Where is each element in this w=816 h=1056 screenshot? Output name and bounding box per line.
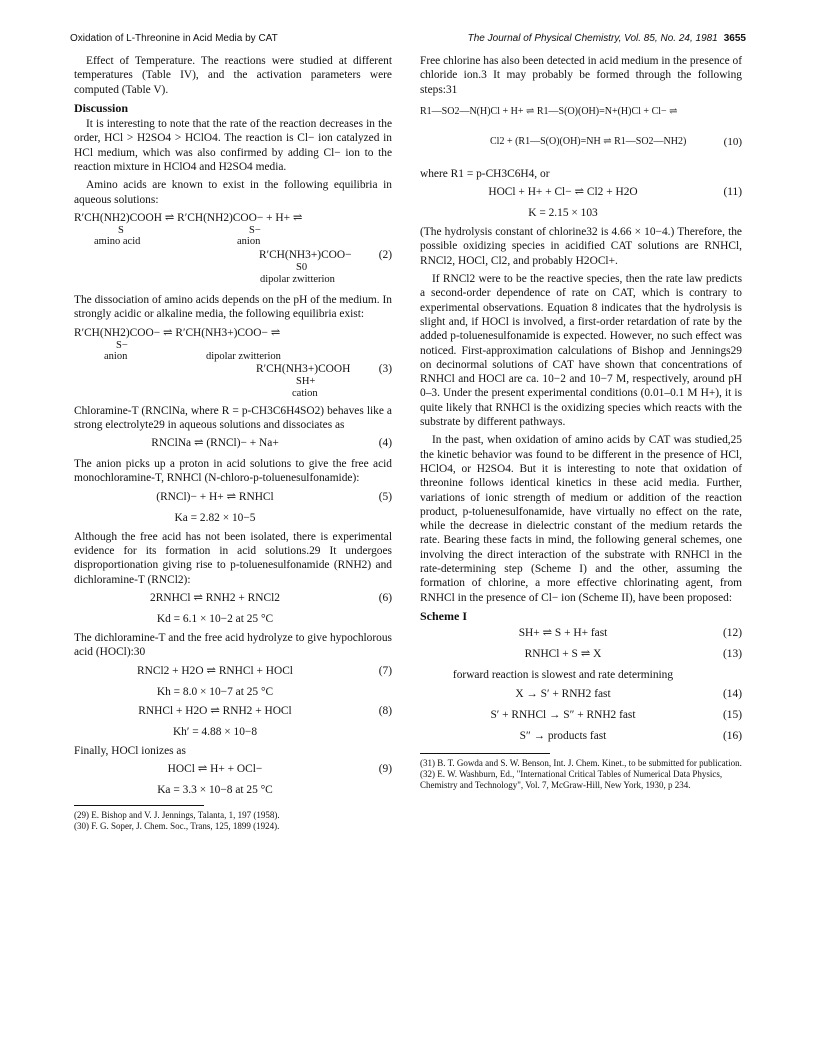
footnote-32: (32) E. W. Washburn, Ed., "International Critical Tables of Numerical Data Physics, Chemistry and Technology", Vol. 7, McGraw-Hill, New York, 1930, p 234.	[420, 769, 723, 791]
equation-5-constant: Ka = 2.82 × 10−5	[174, 511, 256, 524]
equation-12: SH+ ⇌ S + H+ fast (12)	[518, 627, 742, 640]
equation-6: 2RNHCl ⇌ RNH2 + RNCl2 (6)	[150, 591, 392, 604]
equation-3	[74, 326, 392, 404]
eq2-label-s0: S0	[296, 261, 308, 273]
eq3-line1: R′CH(NH2)COO− ⇌ R′CH(NH3+)COO− ⇌	[74, 326, 281, 339]
eq2-label-s-minus: S−	[249, 224, 261, 236]
equation-11-constant: K = 2.15 × 103	[528, 207, 598, 220]
heading-scheme-1: Scheme I	[420, 608, 467, 623]
scheme-note: forward reaction is slowest and rate determining	[452, 669, 674, 682]
paragraph-past-studies: In the past, when oxidation of amino acids by CAT was studied,25 the kinetic behavior was found to be different in the presence of HCl, HClO4, or H2SO4. But it is interesting to note that oxidation of threonine follows identical kinetics in these acid media. Further, variations of ionic strength of medium or addition of the reaction product, p-toluenesulfonamide, have virtually no effect on the rate, while the decrease in dielectric constant of the medium retards the rate. Bearing these facts in mind, the following general schemes, one involving the direct interaction of the substrate with RNHCl in the rate-determining step (Scheme I) and the other, assuming the formation of chlorine, a more effective chlorinating agent, from RNHCl in the presence of Cl− ion (Scheme II), have been proposed:	[420, 434, 742, 604]
eq2-line3: R′CH(NH3+)COO−	[259, 248, 352, 261]
scheme-1	[420, 626, 742, 747]
right-column	[420, 54, 742, 791]
eq2-label-zwitterion: dipolar zwitterion	[260, 273, 335, 285]
equation-7: RNCl2 + H2O ⇌ RNHCl + HOCl (7)	[137, 664, 392, 677]
equation-5: (RNCl)− + H+ ⇌ RNHCl (5)	[156, 490, 392, 503]
equation-2	[74, 211, 392, 293]
equation-4: RNClNa ⇌ (RNCl)− + Na+ (4)	[151, 437, 392, 450]
header-journal: The Journal of Physical Chemistry, Vol. 85, No. 24, 1981 3655	[467, 33, 746, 44]
running-header	[70, 33, 746, 49]
heading-discussion: Discussion	[74, 100, 129, 115]
eq3-label-cation: cation	[292, 387, 318, 399]
equation-8: RNHCl + H2O ⇌ RNH2 + HOCl (8)	[138, 704, 392, 717]
eq3-label-anion: anion	[104, 350, 128, 362]
where-r1: where R1 = p-CH3C6H4, or	[420, 167, 550, 180]
footnote-29: (29) E. Bishop and V. J. Jennings, Talanta, 1, 197 (1958).	[74, 809, 280, 820]
eq2-line1: R′CH(NH2)COOH ⇌ R′CH(NH2)COO− + H+ ⇌	[74, 211, 303, 224]
eq10-line2: Cl2 + (R1—S(O)(OH)=NH ⇌ R1—SO2—NH2)	[490, 135, 687, 147]
equation-9: HOCl ⇌ H+ + OCl− (9)	[167, 762, 392, 775]
footnote-30: (30) F. G. Soper, J. Chem. Soc., Trans, 125, 1899 (1924).	[74, 820, 280, 831]
eq2-label-amino: amino acid	[94, 235, 141, 247]
paragraph-dissociation: The dissociation of amino acids depends on the pH of the medium. In strongly acidic or alkaline media, the following equilibria exist:	[74, 293, 392, 321]
eq3-label-sh: SH+	[296, 375, 316, 387]
eq2-number: (2)	[378, 248, 392, 261]
paragraph-free-acid: Although the free acid has not been isolated, there is experimental evidence for its formation in acid solutions.29 It undergoes disproportionation giving rise to p-toluenesulfonamide (RNH2) and dichloramine-T (RNCl2):	[74, 530, 392, 586]
eq10-line1: R1—SO2—N(H)Cl + H+ ⇌ R1—S(O)(OH)=N+(H)Cl + Cl− ⇌	[420, 105, 678, 117]
footnote-31: (31) B. T. Gowda and S. W. Benson, Int. J. Chem. Kinet., to be submitted for publication.	[420, 758, 742, 769]
eq3-number: (3)	[378, 362, 392, 375]
left-column	[74, 54, 392, 832]
footnote-rule	[74, 805, 204, 806]
paragraph-ionizes: Finally, HOCl ionizes as	[74, 744, 186, 757]
eq2-label-anion: anion	[237, 235, 261, 247]
paragraph-chloramine: Chloramine-T (RNClNa, where R = p-CH3C6H4SO2) behaves like a strong electrolyte29 in aqueous solutions and dissociates as	[74, 404, 392, 431]
paragraph-hydrolyze: The dichloramine-T and the free acid hydrolyze to give hypochlorous acid (HOCl):30	[74, 631, 392, 659]
equation-10	[420, 101, 742, 167]
paragraph-free-chlorine: Free chlorine has also been detected in acid medium in the presence of chloride ion.3 It may probably be formed through the following steps:31	[420, 55, 742, 96]
equation-8-constant: Kh′ = 4.88 × 10−8	[172, 725, 258, 738]
eq10-number: (10)	[723, 135, 742, 148]
equation-13: RNHCl + S ⇌ X (13)	[524, 648, 742, 661]
paragraph-amino-equilibria: Amino acids are known to exist in the following equilibria in aqueous solutions:	[74, 179, 392, 206]
paragraph-hydrolysis-constant: (The hydrolysis constant of chlorine32 is 4.66 × 10−4.) Therefore, the possible oxidizing species in acidified CAT solutions are RNHCl, RNCl2, HOCl, Cl2, and probably H2OCl+.	[420, 226, 742, 267]
page-number: 3655	[723, 33, 746, 44]
equation-15: S′ + RNHCl → S″ + RNH2 fast (15)	[490, 709, 742, 722]
footnote-rule-right	[420, 753, 550, 754]
eq3-line3: R′CH(NH3+)COOH	[256, 362, 351, 375]
equation-14: X → S′ + RNH2 fast (14)	[515, 688, 742, 701]
paragraph-temperature: Effect of Temperature. The reactions were studied at different temperatures (Table IV), and the activation parameters were computed (Table V).	[74, 55, 392, 96]
equation-6-constant: Kd = 6.1 × 10−2 at 25 °C	[156, 612, 274, 625]
paragraph-rncl2: If RNCl2 were to be the reactive species, then the rate law predicts a second-order dependence of rate on CAT, which is contrary to experimental observations. Equation 8 indicates that the hydrolysis is slight and, if HOCl is involved, a first-order retardation of rate by the added p-toluenesulfonamide is expected. However, no such effect was noticed. First-approximation calculations of Bishop and Jennings29 on decinormal solutions of CAT have shown that concentrations of RNHCl and HOCl are ca. 10−2 and 10−7 M, respectively, around pH 0–3. Under the present experimental conditions (0.01–0.1 M H+), it is quite likely that RNHCl is the oxidizing species which reacts with the substrate by different pathways.	[420, 273, 742, 429]
paragraph-rate-order: It is interesting to note that the rate of the reaction decreases in the order, HCl > H2SO4 > HClO4. The reaction is Cl− ion catalyzed in HCl medium, which was also confirmed by adding Cl− ion to the reaction mixture in HClO4 and H2SO4 media.	[74, 118, 392, 174]
eq3-label-s-minus: S−	[116, 339, 128, 351]
equation-16: S″ → products fast (16)	[519, 730, 742, 743]
eq2-label-s: S	[118, 224, 124, 236]
eq3-label-zwitterion: dipolar zwitterion	[206, 350, 281, 362]
equation-7-constant: Kh = 8.0 × 10−7 at 25 °C	[156, 685, 274, 698]
equation-9-constant: Ka = 3.3 × 10−8 at 25 °C	[157, 783, 273, 796]
equation-11: HOCl + H+ + Cl− ⇌ Cl2 + H2O (11)	[488, 186, 742, 199]
header-title: Oxidation of L-Threonine in Acid Media by CAT	[70, 33, 278, 44]
paragraph-anion-proton: The anion picks up a proton in acid solutions to give the free acid monochloramine-T, RNHCl (N-chloro-p-toluenesulfonamide):	[74, 458, 392, 485]
